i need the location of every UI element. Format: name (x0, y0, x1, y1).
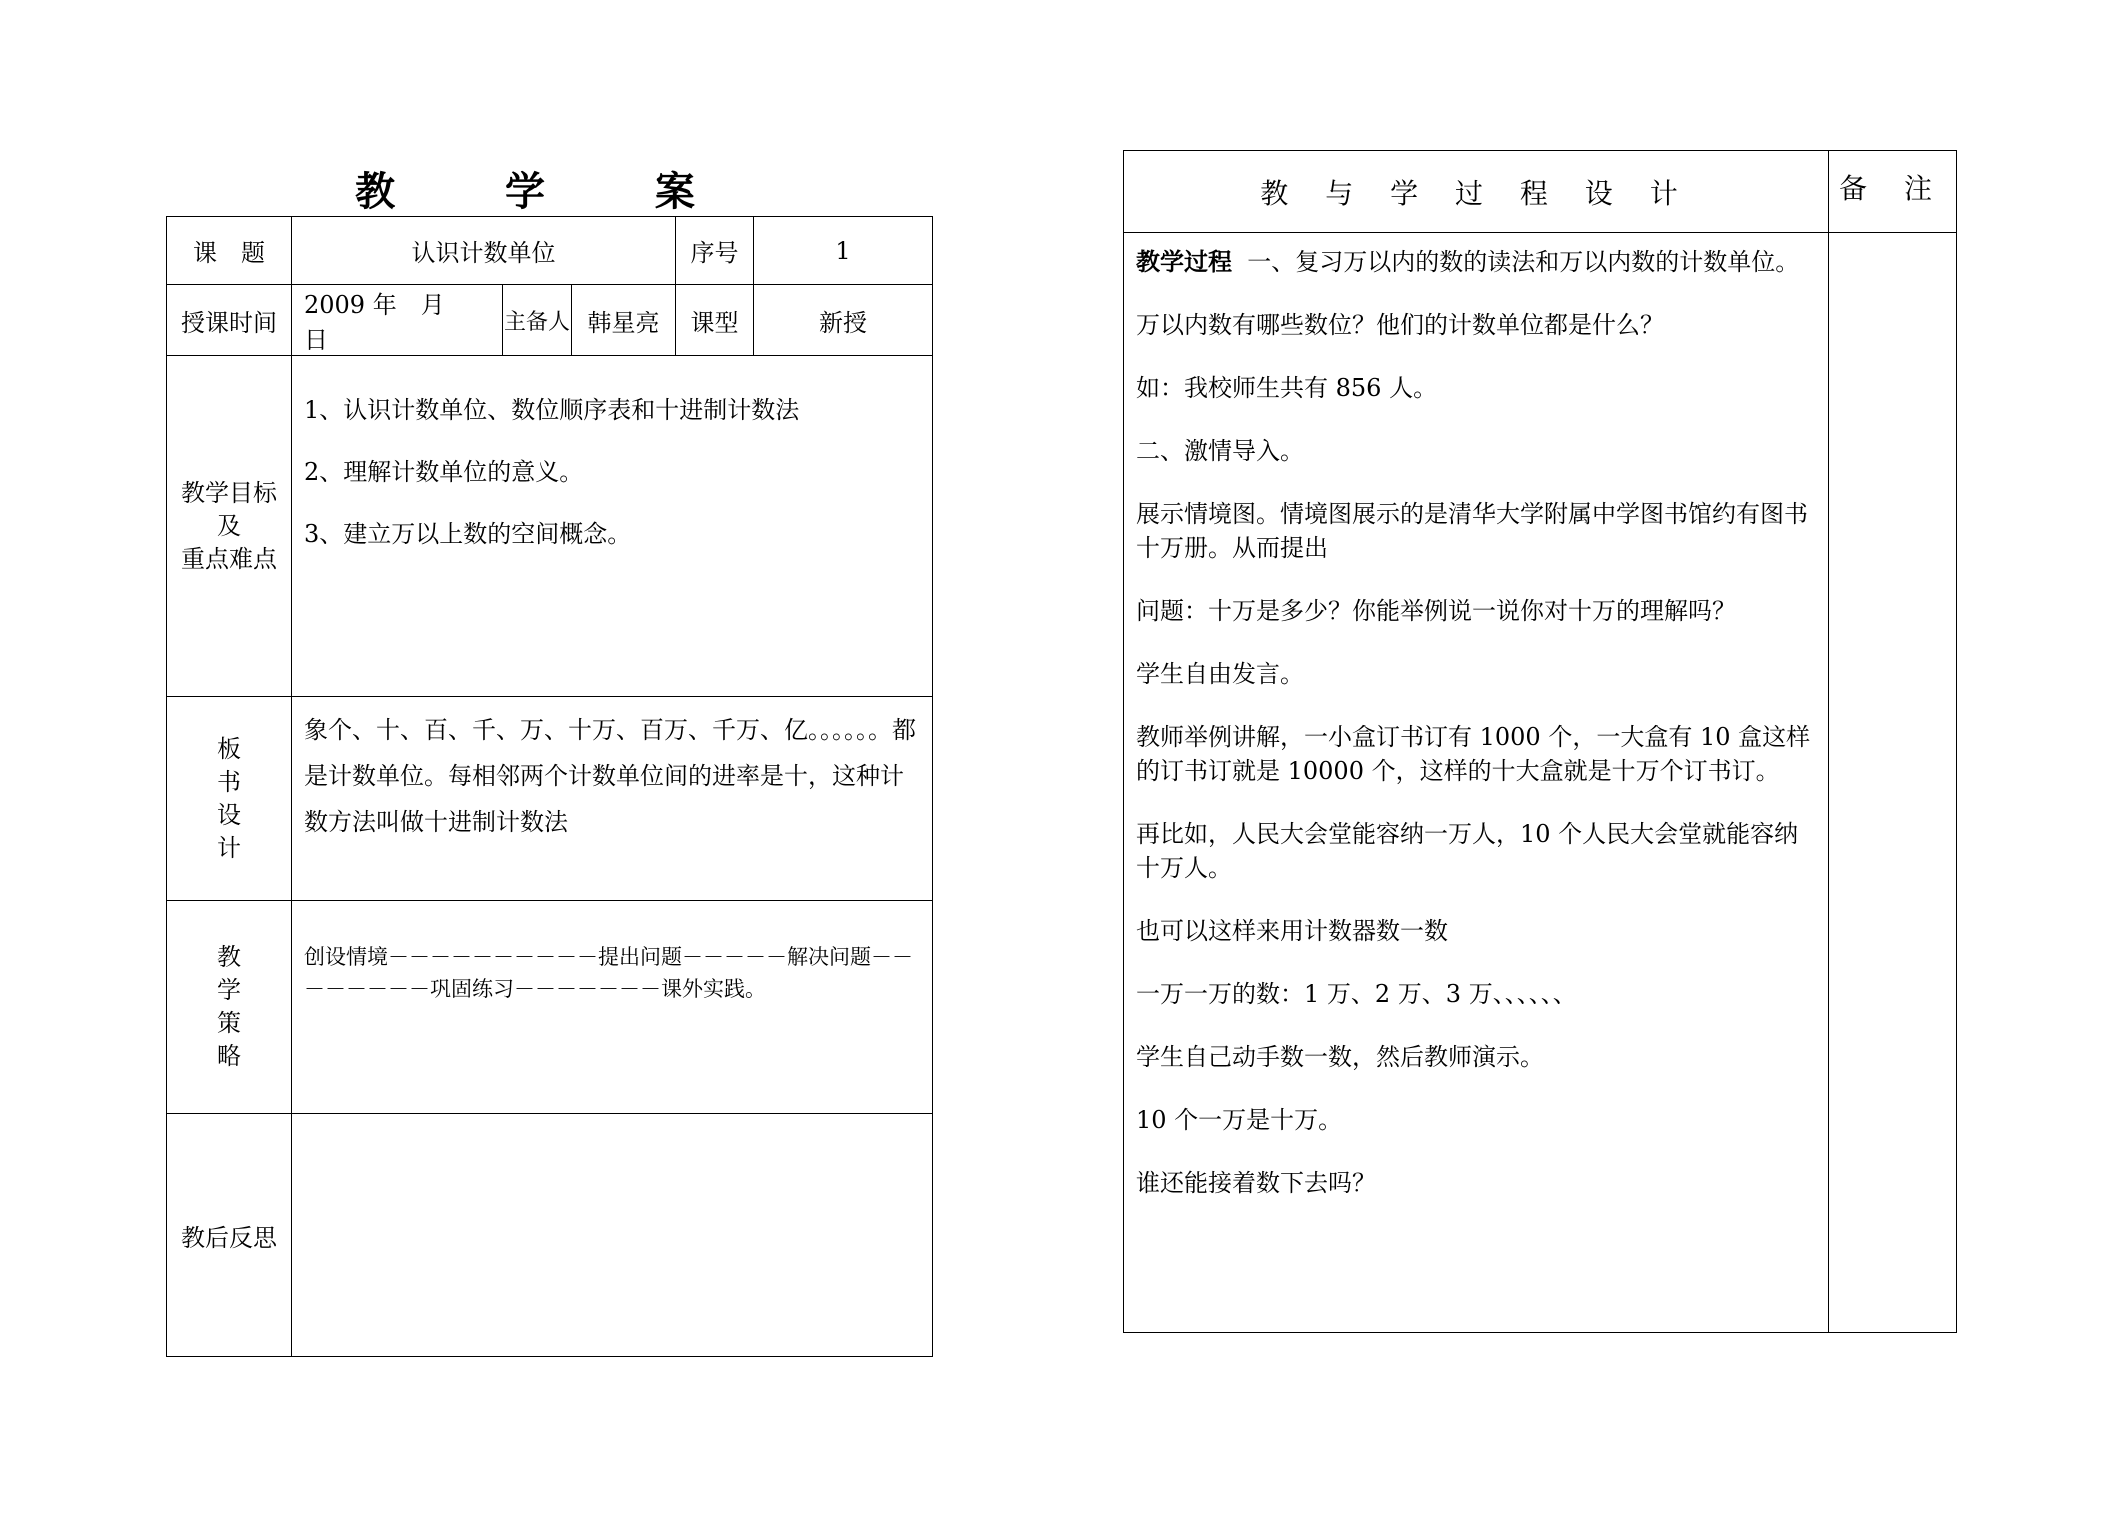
reflection-label: 教后反思 (167, 1114, 292, 1357)
time-value: 2009 年 月 日 (292, 285, 503, 356)
time-label: 授课时间 (167, 285, 292, 356)
process-line: 一、复习万以内的数的读法和万以内数的计数单位。 (1247, 248, 1800, 276)
seq-value: 1 (754, 217, 933, 285)
reflection-content (292, 1114, 933, 1357)
process-header: 教 与 学 过 程 设 计 (1124, 151, 1829, 233)
seq-label: 序号 (676, 217, 754, 285)
type-value: 新授 (754, 285, 933, 356)
process-line: 万以内数有哪些数位？他们的计数单位都是什么？ (1136, 311, 1664, 339)
goals-content (292, 356, 933, 697)
process-line: 再比如，人民大会堂能容纳一万人，10 个人民大会堂就能容纳十万人。 (1136, 820, 1799, 882)
process-line: 10 个一万是十万。 (1136, 1106, 1343, 1134)
process-line: 教师举例讲解，一小盒订书订有 1000 个，一大盒有 10 盒这样的订书订就是 10000 个，这样的十大盒就是十万个订书订。 (1136, 723, 1811, 785)
preparer-value: 韩星亮 (572, 285, 676, 356)
process-line: 学生自己动手数一数，然后教师演示。 (1136, 1043, 1544, 1071)
process-line: 二、激情导入。 (1136, 437, 1304, 465)
process-line: 一万一万的数：1 万、2 万、3 万、、、、、、 (1136, 980, 1577, 1008)
process-line: 也可以这样来用计数器数一数 (1136, 917, 1448, 945)
goal-item: 1、认识计数单位、数位顺序表和十进制计数法 (304, 396, 800, 424)
notes-header: 备 注 (1829, 151, 1957, 233)
preparer-label: 主备人 (503, 285, 572, 356)
goal-item: 2、理解计数单位的意义。 (304, 458, 584, 486)
process-content (1124, 233, 1829, 1333)
process-line: 谁还能接着数下去吗？ (1136, 1169, 1376, 1197)
strategy-label: 教 学 策 略 (167, 901, 292, 1114)
lesson-plan-table (166, 216, 933, 1357)
topic-label: 课 题 (167, 217, 292, 285)
process-label: 教学过程 (1136, 248, 1232, 276)
board-content: 象个、十、百、千、万、十万、百万、千万、亿。。。。。。都是计数单位。每相邻两个计数单位间的进率是十，这种计数方法叫做十进制计数法 (292, 697, 933, 901)
process-line: 展示情境图。情境图展示的是清华大学附属中学图书馆约有图书十万册。从而提出 (1136, 500, 1808, 562)
process-table (1123, 150, 1957, 1333)
type-label: 课型 (676, 285, 754, 356)
process-line: 学生自由发言。 (1136, 660, 1304, 688)
process-line: 问题：十万是多少？你能举例说一说你对十万的理解吗？ (1136, 597, 1736, 625)
topic-value: 认识计数单位 (292, 217, 676, 285)
goal-item: 3、建立万以上数的空间概念。 (304, 520, 632, 548)
page-title: 教 学 案 (355, 169, 743, 215)
strategy-content: 创设情境－－－－－－－－－－提出问题－－－－－解决问题－－－－－－－－巩固练习－－－－－－－课外实践。 (292, 901, 933, 1114)
goals-label: 教学目标 及 重点难点 (167, 356, 292, 697)
process-line: 如：我校师生共有 856 人。 (1136, 374, 1438, 402)
board-label: 板 书 设 计 (167, 697, 292, 901)
notes-content (1829, 233, 1957, 1333)
